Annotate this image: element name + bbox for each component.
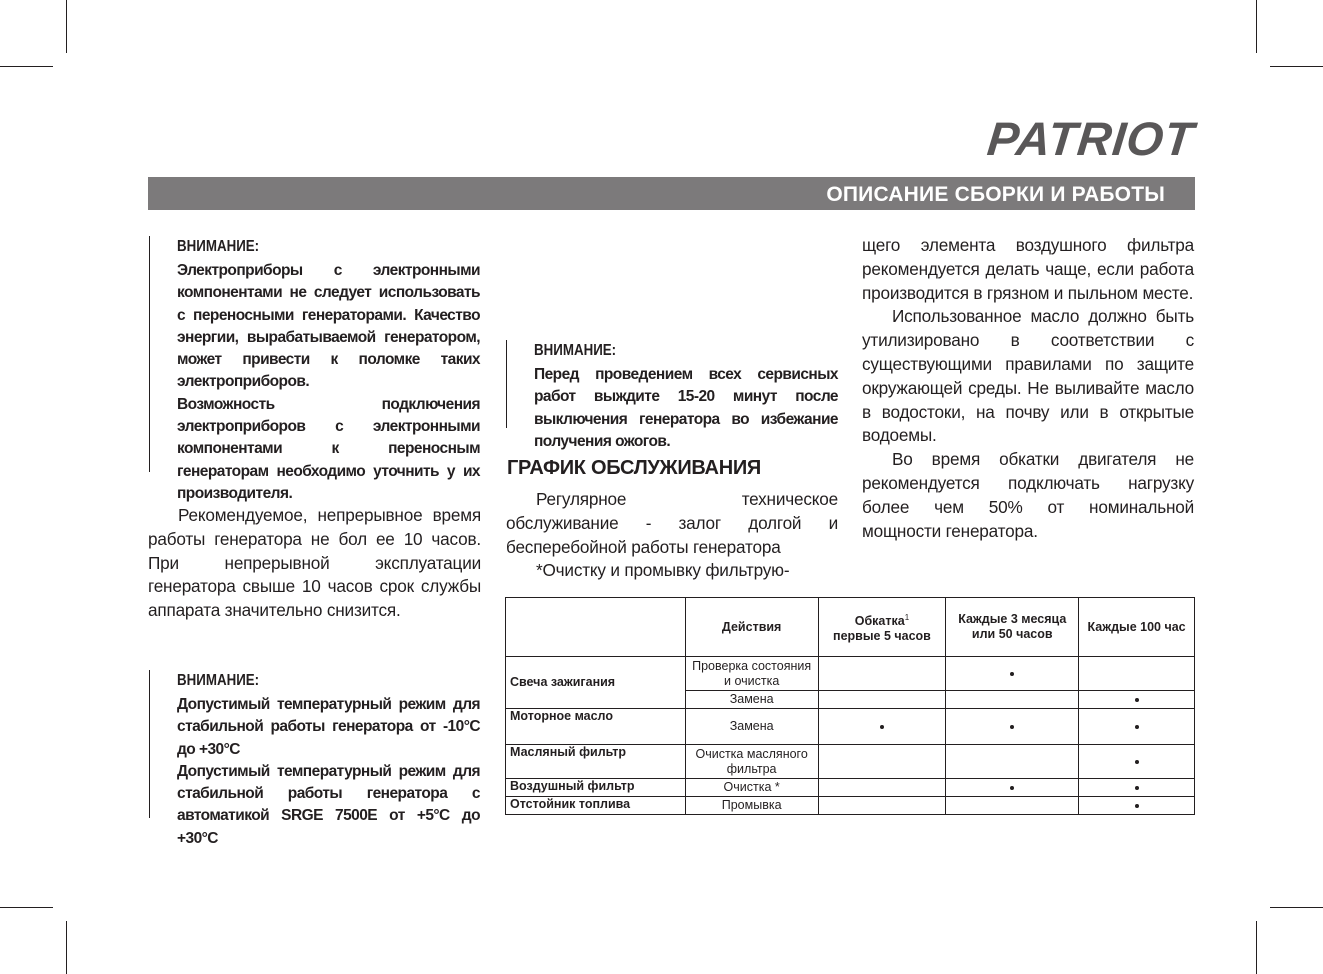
warning-text: Электроприборы с электронными компонентами не следует использовать с переносными генераторами. Качество энергии, вырабатываемой генератором, может привести к поломке таких электроприборов.: [177, 262, 480, 391]
warning-block-service: [506, 340, 838, 450]
table-cell-breakin: [818, 709, 946, 745]
table-cell-item: Воздушный фильтр: [506, 779, 686, 797]
table-cell-every3: [946, 797, 1079, 815]
crop-mark: [0, 907, 53, 908]
warning-text: Допустимый температурный режим для стабильной работы генератора от -10°C до +30°C: [177, 696, 480, 758]
table-cell-every100: [1079, 657, 1195, 691]
body-paragraph: Во время обкатки двигателя не рекомендуется подключать нагрузку более чем 50% от номинальной мощности генератора.: [862, 449, 1194, 541]
crop-mark: [1256, 0, 1257, 53]
table-header-row: [506, 598, 1195, 657]
table-cell-every100: [1079, 745, 1195, 779]
table-cell-breakin: [818, 657, 946, 691]
body-paragraph: Использованное масло должно быть утилизировано в соответствии с существующими правилами по защите окружающей среды. Не выливайте масло в водостоки, на почву или в открытые водоемы.: [862, 306, 1194, 446]
schedule-dot-icon: [1135, 698, 1139, 702]
table-cell-item: Отстойник топлива: [506, 797, 686, 815]
schedule-dot-icon: [1135, 760, 1139, 764]
crop-mark: [0, 66, 53, 67]
schedule-dot-icon: [1135, 804, 1139, 808]
warning-heading: ВНИМАНИЕ:: [534, 342, 617, 359]
schedule-dot-icon: [1135, 725, 1139, 729]
header-every3: [946, 598, 1079, 657]
header-item: [506, 598, 686, 657]
table-cell-action: Промывка: [685, 797, 818, 815]
table-row: [506, 745, 1195, 779]
footnote-marker: 1: [904, 612, 910, 622]
body-paragraph: *Очистку и промывку фильтрую-: [536, 560, 790, 581]
maintenance-intro-text: [506, 488, 838, 583]
header-every100: Каждые 100 час: [1079, 598, 1195, 657]
table-cell-breakin: [818, 779, 946, 797]
table-cell-every100: [1079, 779, 1195, 797]
body-paragraph: Рекомендуемое, непрерывное время работы генератора не бол ее 10 часов. При непрерывной эксплуатации генератора свыше 10 часов срок службы аппарата значительно снизится.: [148, 505, 481, 621]
table-cell-action: Очистка *: [685, 779, 818, 797]
header-every3-line1: Каждые 3 месяца: [958, 612, 1067, 626]
table-cell-breakin: [818, 691, 946, 709]
warning-heading: ВНИМАНИЕ:: [177, 672, 260, 689]
maintenance-schedule-title: ГРАФИК ОБСЛУЖИВАНИЯ: [507, 457, 761, 479]
table-row: [506, 779, 1195, 797]
schedule-dot-icon: [1010, 786, 1014, 790]
section-header-title: ОПИСАНИЕ СБОРКИ И РАБОТЫ: [826, 183, 1165, 206]
body-paragraph: Регулярное техническое обслуживание - залог долгой и бесперебойной работы генератора: [506, 489, 838, 557]
header-every3-line2: или 50 часов: [971, 627, 1053, 641]
crop-mark: [66, 0, 67, 53]
warning-text: Перед проведением всех сервисных работ выждите 15-20 минут после выключения генератора во избежание получения ожогов.: [534, 366, 838, 450]
header-breakin-line2: первые 5 часов: [833, 629, 931, 644]
schedule-dot-icon: [1135, 786, 1139, 790]
table-cell-item: Свеча зажигания: [506, 657, 686, 709]
section-header-bar: [148, 177, 1195, 210]
warning-text: Возможность подключения электроприборов с электронными компонентами к переносным генераторам необходимо уточнить у их производителя.: [177, 395, 480, 502]
table-cell-action: Очистка масляного фильтра: [685, 745, 818, 779]
table-body: [506, 657, 1195, 815]
warning-text: Допустимый температурный режим для стабильной работы генератора с автоматикой SRGE 7500E от +5°C до +30°C: [177, 762, 480, 847]
table-row: [506, 797, 1195, 815]
warning-block-electronics: [149, 236, 480, 502]
maintenance-table: [505, 597, 1195, 815]
crop-mark: [1270, 66, 1323, 67]
crop-mark: [1270, 907, 1323, 908]
table-cell-action: Замена: [685, 709, 818, 745]
crop-mark: [1256, 921, 1257, 974]
table-cell-every3: [946, 779, 1079, 797]
right-column-text: [862, 234, 1194, 543]
table-cell-every100: [1079, 691, 1195, 709]
brand-logo: PATRIOT: [984, 112, 1197, 165]
warning-block-temperature: [149, 670, 480, 847]
header-breakin: [818, 598, 946, 657]
schedule-dot-icon: [1010, 672, 1014, 676]
schedule-dot-icon: [880, 725, 884, 729]
body-paragraph: щего элемента воздушного фильтра рекомендуется делать чаще, если работа производится в грязном и пыльном месте.: [862, 235, 1194, 303]
table-cell-every100: [1079, 797, 1195, 815]
runtime-text-block: [148, 504, 481, 623]
table-row: [506, 709, 1195, 745]
schedule-dot-icon: [1010, 725, 1014, 729]
table-cell-every3: [946, 691, 1079, 709]
table-cell-item: Масляный фильтр: [506, 745, 686, 779]
table-cell-every3: [946, 657, 1079, 691]
warning-heading: ВНИМАНИЕ:: [177, 238, 260, 255]
table-cell-breakin: [818, 797, 946, 815]
header-breakin-line1: Обкатка: [854, 614, 905, 629]
table-cell-item: Моторное масло: [506, 709, 686, 745]
table-cell-every3: [946, 745, 1079, 779]
crop-mark: [66, 921, 67, 974]
header-action: Действия: [685, 598, 818, 657]
table-cell-every100: [1079, 709, 1195, 745]
table-cell-breakin: [818, 745, 946, 779]
table-cell-action: Проверка состояния и очистка: [685, 657, 818, 691]
table-row: [506, 657, 1195, 691]
table-cell-every3: [946, 709, 1079, 745]
table-cell-action: Замена: [685, 691, 818, 709]
